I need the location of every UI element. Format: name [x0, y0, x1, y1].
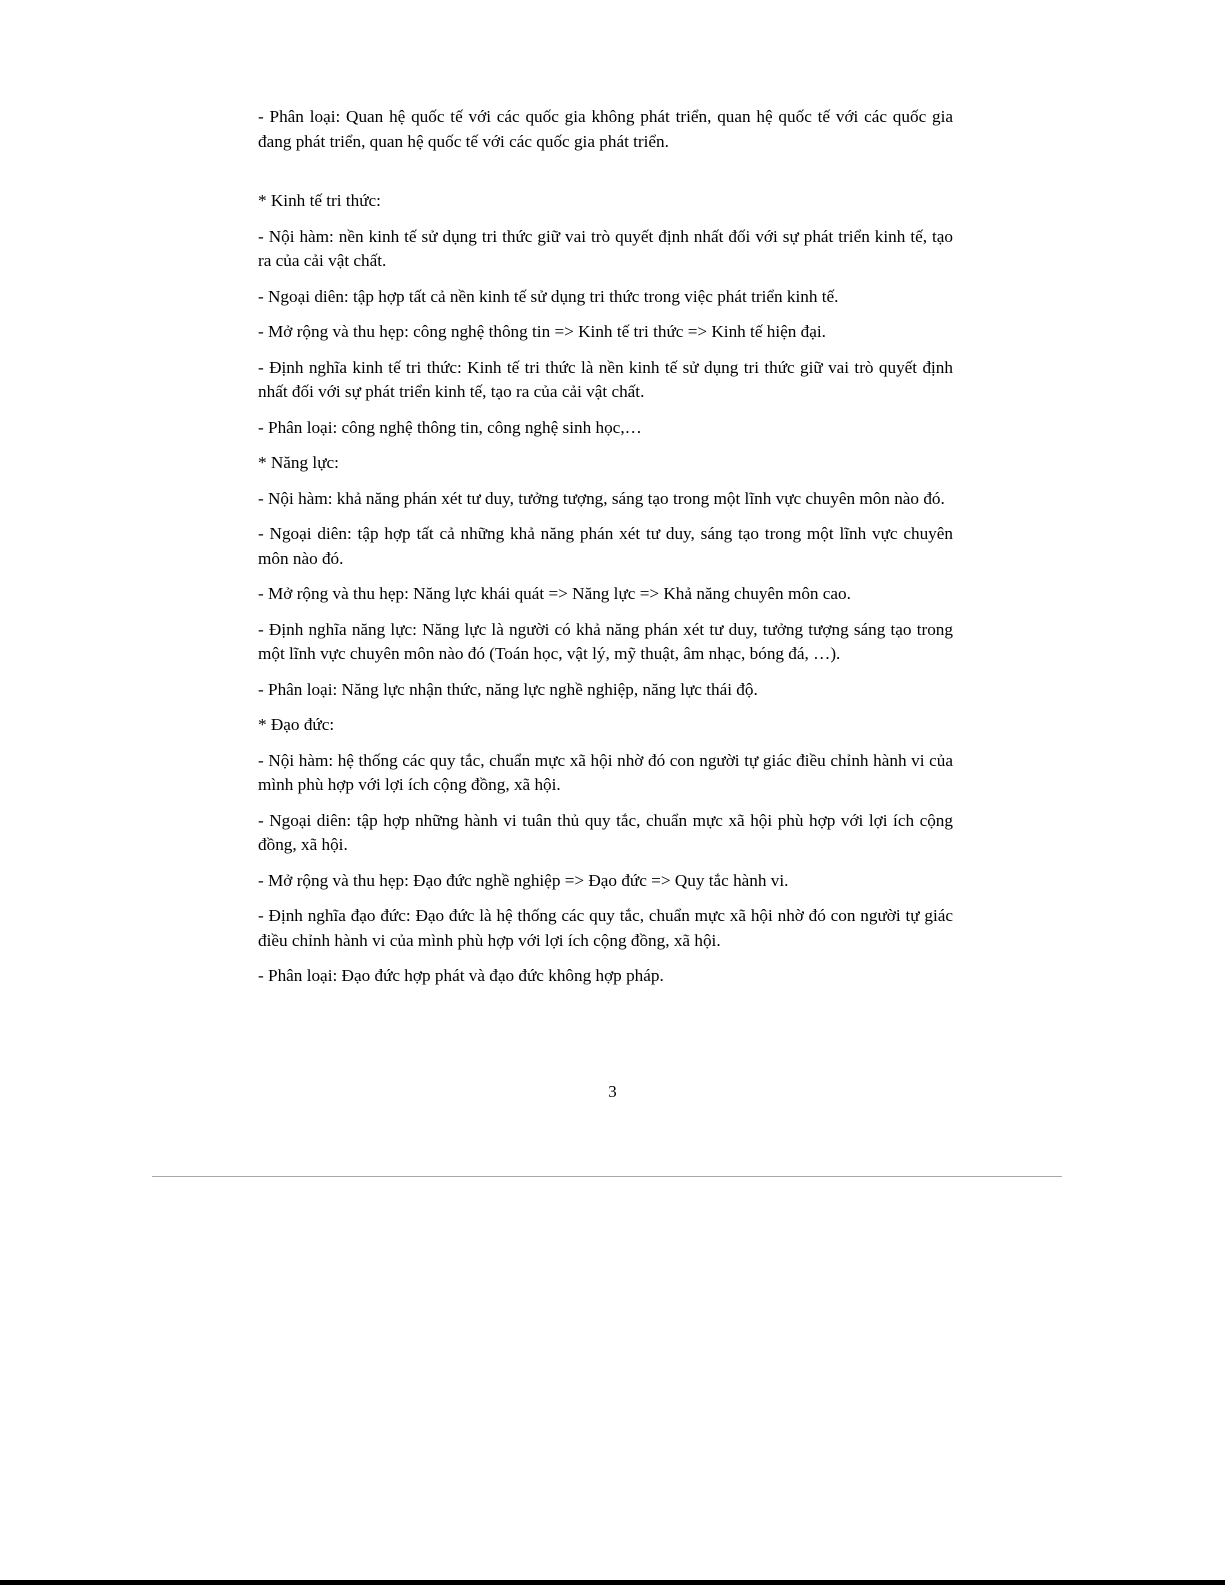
- paragraph-ethics-intension: - Nội hàm: hệ thống các quy tắc, chuẩn mực xã hội nhờ đó con người tự giác điều chỉnh hành vi của mình phù hợp với lợi ích cộng đồng, xã hội.: [258, 750, 953, 794]
- paragraph-capacity-extension: - Ngoại diên: tập hợp tất cả những khả năng phán xét tư duy, sáng tạo trong một lĩnh vực chuyên môn nào đó.: [258, 524, 953, 568]
- paragraph-knowledge-economy-extension: - Ngoại diên: tập hợp tất cả nền kinh tế sử dụng tri thức trong việc phát triển kinh tế.: [258, 286, 839, 306]
- paragraph-capacity-classification: - Phân loại: Năng lực nhận thức, năng lực nghề nghiệp, năng lực thái độ.: [258, 679, 758, 699]
- paragraph-ethics-extension: - Ngoại diên: tập hợp những hành vi tuân thủ quy tắc, chuẩn mực xã hội phù hợp với lợi ích cộng đồng, xã hội.: [258, 810, 953, 854]
- paragraph-knowledge-economy-generalization: - Mở rộng và thu hẹp: công nghệ thông tin => Kinh tế tri thức => Kinh tế hiện đại.: [258, 322, 826, 341]
- paragraph-capacity-intension: - Nội hàm: khả năng phán xét tư duy, tưởng tượng, sáng tạo trong một lĩnh vực chuyên môn nào đó.: [258, 488, 945, 508]
- paragraph-knowledge-economy-intension: - Nội hàm: nền kinh tế sử dụng tri thức giữ vai trò quyết định nhất đối với sự phát triển kinh tế, tạo ra của cải vật chất.: [258, 226, 953, 270]
- heading-knowledge-economy: * Kinh tế tri thức:: [258, 191, 381, 210]
- heading-capacity: * Năng lực:: [258, 453, 339, 472]
- paragraph-capacity-definition: - Định nghĩa năng lực: Năng lực là người có khả năng phán xét tư duy, tưởng tượng sáng tạo trong một lĩnh vực chuyên môn nào đó (Toán học, vật lý, mỹ thuật, âm nhạc, bóng đá, …).: [258, 619, 953, 663]
- heading-ethics: * Đạo đức:: [258, 715, 335, 734]
- document-body: [258, 105, 953, 1000]
- paragraph-ethics-classification: - Phân loại: Đạo đức hợp phát và đạo đức không hợp pháp.: [258, 966, 664, 985]
- bottom-edge-bar: [0, 1580, 1225, 1585]
- paragraph-ethics-generalization: - Mở rộng và thu hẹp: Đạo đức nghề nghiệp => Đạo đức => Quy tắc hành vi.: [258, 870, 789, 890]
- paragraph-knowledge-economy-definition: - Định nghĩa kinh tế tri thức: Kinh tế tri thức là nền kinh tế sử dụng tri thức giữ vai trò quyết định nhất đối với sự phát triển kinh tế, tạo ra của cải vật chất.: [258, 357, 953, 401]
- paragraph-international-relations-classification: - Phân loại: Quan hệ quốc tế với các quốc gia không phát triển, quan hệ quốc tế với các quốc gia đang phát triển, quan hệ quốc tế với các quốc gia phát triển.: [258, 107, 953, 151]
- page-number: 3: [608, 1082, 617, 1101]
- paragraph-knowledge-economy-classification: - Phân loại: công nghệ thông tin, công nghệ sinh học,…: [258, 417, 642, 437]
- paragraph-capacity-generalization: - Mở rộng và thu hẹp: Năng lực khái quát => Năng lực => Khả năng chuyên môn cao.: [258, 584, 851, 603]
- page-divider: [152, 1176, 1062, 1177]
- paragraph-ethics-definition: - Định nghĩa đạo đức: Đạo đức là hệ thống các quy tắc, chuẩn mực xã hội nhờ đó con người tự giác điều chỉnh hành vi của mình phù hợp với lợi ích cộng đồng, xã hội.: [258, 906, 953, 950]
